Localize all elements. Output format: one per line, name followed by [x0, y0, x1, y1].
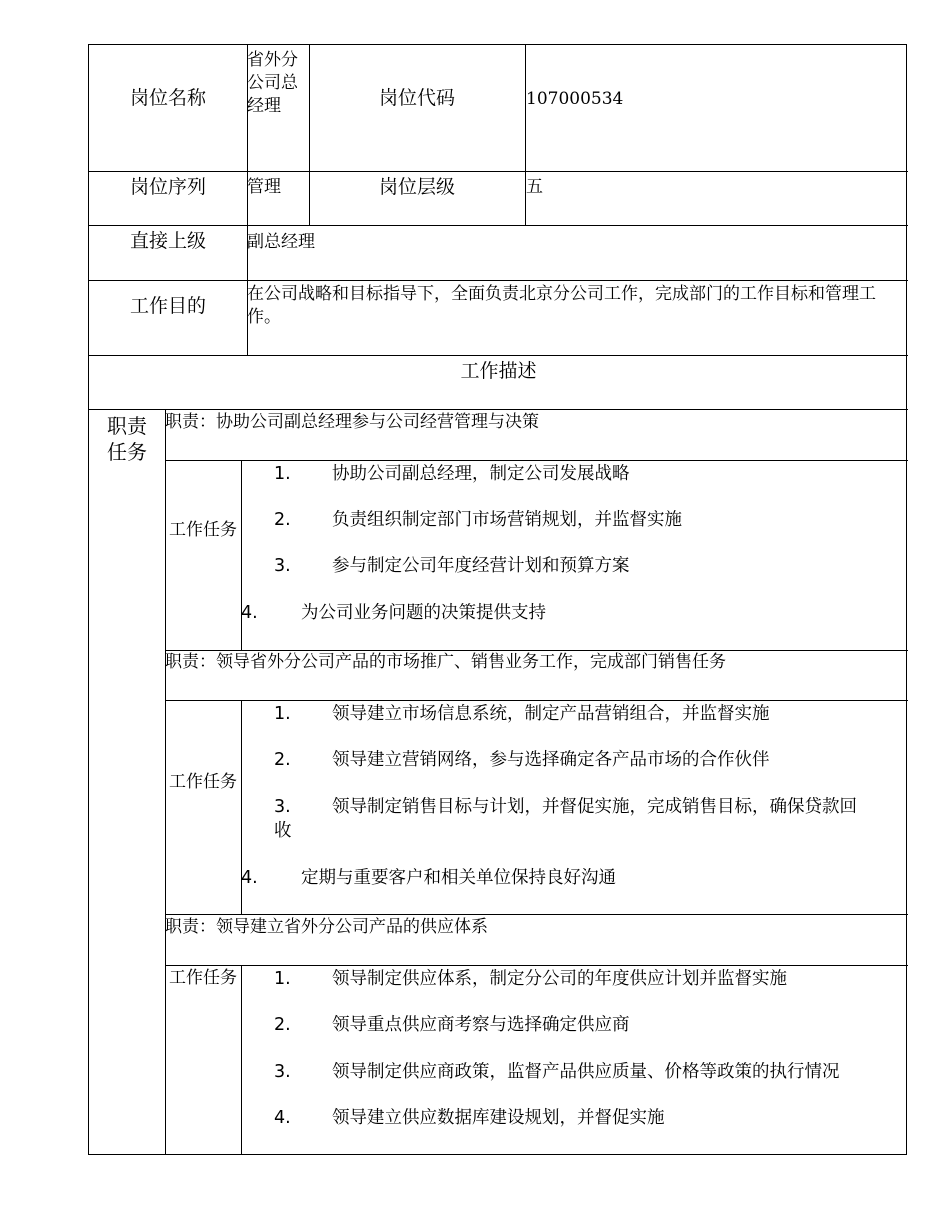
position-series-label: 岗位序列 — [129, 176, 206, 198]
task-item: 2. 负责组织制定部门市场营销规划，并监督实施 — [274, 510, 682, 530]
column-divider — [165, 409, 166, 1155]
position-level-value: 五 — [526, 177, 543, 197]
position-series-value: 管理 — [247, 177, 281, 197]
task-item: 4. 定期与重要客户和相关单位保持良好沟通 — [241, 868, 616, 888]
row-divider — [165, 914, 908, 915]
row-divider — [165, 460, 908, 461]
row-divider — [89, 280, 908, 281]
task-item: 2. 领导建立营销网络，参与选择确定各产品市场的合作伙伴 — [274, 750, 770, 770]
position-level-label: 岗位层级 — [378, 176, 455, 198]
task-label: 工作任务 — [169, 968, 237, 988]
position-code-label: 岗位代码 — [378, 87, 455, 109]
task-item: 2. 领导重点供应商考察与选择确定供应商 — [274, 1015, 630, 1035]
duty-title: 职责：协助公司副总经理参与公司经营管理与决策 — [165, 412, 539, 432]
column-divider — [241, 965, 242, 1155]
row-divider — [89, 409, 908, 410]
task-item: 1. 领导建立市场信息系统，制定产品营销组合，并监督实施 — [274, 704, 770, 724]
task-item: 3. 参与制定公司年度经营计划和预算方案 — [274, 556, 630, 576]
task-label: 工作任务 — [169, 772, 237, 792]
task-item: 4. 领导建立供应数据库建设规划，并督促实施 — [274, 1108, 665, 1128]
purpose-label: 工作目的 — [129, 295, 206, 317]
task-item: 1. 领导制定供应体系，制定分公司的年度供应计划并监督实施 — [274, 969, 787, 989]
row-divider — [89, 355, 908, 356]
task-item: 1. 协助公司副总经理，制定公司发展战略 — [274, 464, 630, 484]
row-divider — [165, 700, 908, 701]
superior-value: 副总经理 — [247, 232, 315, 252]
row-divider — [165, 965, 908, 966]
task-item: 3. 领导制定供应商政策，监督产品供应质量、价格等政策的执行情况 — [274, 1062, 840, 1082]
duty-title: 职责：领导省外分公司产品的市场推广、销售业务工作，完成部门销售任务 — [165, 652, 726, 672]
task-item: 3. 领导制定销售目标与计划，并督促实施，完成销售目标，确保贷款回 — [274, 797, 857, 817]
duty-title: 职责：领导建立省外分公司产品的供应体系 — [165, 917, 488, 937]
task-item: 4. 为公司业务问题的决策提供支持 — [241, 603, 546, 623]
superior-label: 直接上级 — [129, 230, 206, 252]
row-divider — [89, 225, 908, 226]
task-item-continuation: 收 — [274, 821, 292, 841]
purpose-value: 在公司战略和目标指导下，全面负责北京分公司工作，完成部门的工作目标和管理工作。 — [247, 284, 876, 327]
position-name-value: 省外分公司总经理 — [247, 50, 298, 116]
task-label: 工作任务 — [169, 520, 237, 540]
row-divider — [89, 171, 908, 172]
position-name-label: 岗位名称 — [129, 87, 206, 109]
position-code-value: 107000534 — [526, 89, 624, 109]
job-description-table — [88, 44, 907, 1155]
duties-label: 职责任务 — [107, 414, 147, 464]
description-title: 工作描述 — [460, 360, 537, 382]
